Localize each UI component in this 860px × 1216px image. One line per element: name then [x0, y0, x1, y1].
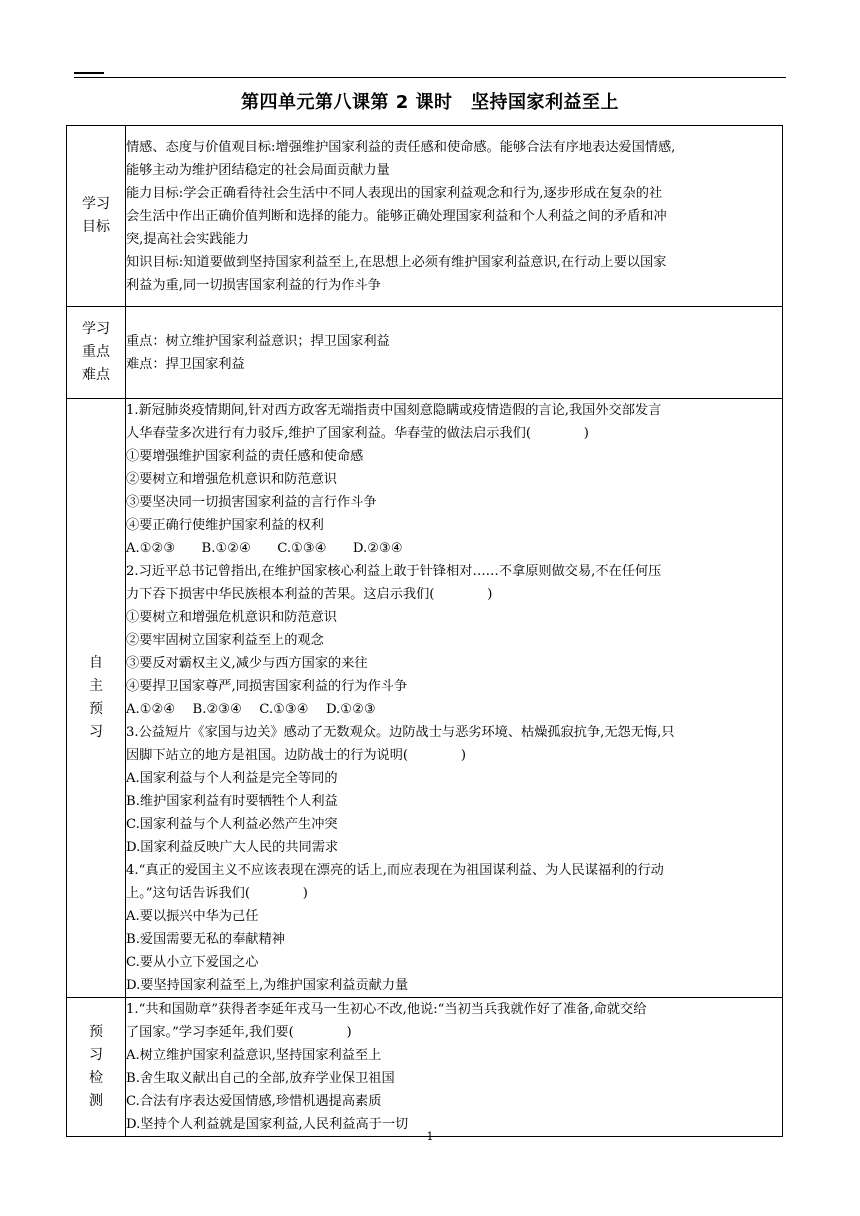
page-title: 第四单元第八课第 2 课时 坚持国家利益至上: [240, 92, 620, 113]
text-line: 1.新冠肺炎疫情期间,针对西方政客无端指责中国刻意隐瞒或疫情造假的言论,我国外交部发言: [126, 403, 662, 418]
label-line: 重点: [82, 344, 110, 360]
text-line: 4.“真正的爱国主义不应该表现在漂亮的话上,而应表现在为祖国谋利益、为人民谋福利的行动: [126, 863, 664, 878]
text-line: 人华春莹多次进行有力驳斥,维护了国家利益。华春莹的做法启示我们( ): [126, 426, 589, 441]
text-line: A.①②④ B.②③④ C.①③④ D.①②③: [126, 702, 376, 717]
text-line: ③要反对霸权主义,减少与西方国家的来往: [126, 656, 368, 671]
preview-test-content: [126, 998, 783, 1137]
text-line: 1.“共和国勋章”获得者李延年戎马一生初心不改,他说:“当初当兵我就作好了准备,命就交给: [126, 1002, 647, 1017]
text-line: B.舍生取义献出自己的全部,放弃学业保卫祖国: [126, 1071, 395, 1086]
page-number: 1: [426, 1130, 434, 1143]
text-line: C.国家利益与个人利益必然产生冲突: [126, 817, 338, 832]
label-line: 习: [89, 724, 103, 740]
text-line: B.维护国家利益有时要牺牲个人利益: [126, 794, 338, 809]
text-line: ①要树立和增强危机意识和防范意识: [126, 610, 337, 625]
text-line: 能够主动为维护团结稳定的社会局面贡献力量: [126, 162, 390, 178]
label-line: 难点: [82, 367, 110, 383]
text-line: D.国家利益反映广大人民的共同需求: [126, 840, 339, 855]
text-line: 重点：树立维护国家利益意识；捍卫国家利益: [126, 333, 390, 349]
label-line: 测: [89, 1093, 103, 1109]
text-line: 突,提高社会实践能力: [126, 231, 249, 247]
label-line: 自: [89, 655, 103, 671]
row-self-study: [67, 399, 783, 998]
text-line: B.爱国需要无私的奉献精神: [126, 932, 285, 947]
row-label-self-study: [67, 399, 126, 998]
text-line: A.①②③ B.①②④ C.①③④ D.②③④: [126, 541, 403, 556]
text-line: ②要树立和增强危机意识和防范意识: [126, 472, 337, 487]
text-line: A.要以振兴中华为己任: [126, 909, 259, 924]
text-line: ④要捍卫国家尊严,同损害国家利益的行为作斗争: [126, 679, 408, 694]
header-rule-short: [74, 72, 104, 74]
text-line: 利益为重,同一切损害国家利益的行为作斗争: [126, 277, 381, 293]
text-line: ③要坚决同一切损害国家利益的言行作斗争: [126, 495, 377, 510]
text-line: 能力目标:学会正确看待社会生活中不同人表现出的国家利益观念和行为,逐步形成在复杂的社: [126, 185, 663, 201]
text-line: 知识目标:知道要做到坚持国家利益至上,在思想上必须有维护国家利益意识,在行动上要以国家: [126, 254, 667, 270]
text-line: D.坚持个人利益就是国家利益,人民利益高于一切: [126, 1117, 409, 1132]
text-line: A.树立维护国家利益意识,坚持国家利益至上: [126, 1048, 382, 1063]
row-key-points: [67, 307, 783, 399]
label-line: 习: [89, 1047, 103, 1063]
text-line: 情感、态度与价值观目标:增强维护国家利益的责任感和使命感。能够合法有序地表达爱国情感,: [126, 139, 676, 155]
label-line: 目标: [82, 219, 110, 235]
text-line: D.要坚持国家利益至上,为维护国家利益贡献力量: [126, 978, 409, 993]
row-label-key-points: [67, 307, 126, 399]
text-line: 3.公益短片《家国与边关》感动了无数观众。边防战士与恶劣环境、枯燥孤寂抗争,无怨无悔,只: [126, 725, 675, 740]
text-line: 力下吞下损害中华民族根本利益的苦果。这启示我们( ): [126, 587, 493, 602]
row-label-preview-test: [67, 998, 126, 1137]
text-line: 2.习近平总书记曾指出,在维护国家核心利益上敢于针锋相对……不拿原则做交易,不在任何压: [126, 564, 662, 579]
label-line: 学习: [82, 196, 110, 212]
text-line: C.合法有序表达爱国情感,珍惜机遇提高素质: [126, 1094, 382, 1109]
header-rule: [74, 77, 786, 78]
label-line: 预: [89, 701, 103, 717]
text-line: 会生活中作出正确价值判断和选择的能力。能够正确处理国家利益和个人利益之间的矛盾和冲: [126, 208, 667, 224]
text-line: ①要增强维护国家利益的责任感和使命感: [126, 449, 364, 464]
label-line: 学习: [82, 321, 110, 337]
learning-goals-content: [126, 126, 783, 307]
text-line: 难点：捍卫国家利益: [126, 356, 245, 372]
row-learning-goals: [67, 126, 783, 307]
row-preview-test: [67, 998, 783, 1137]
text-line: ④要正确行使维护国家利益的权利: [126, 518, 324, 533]
text-line: ②要牢固树立国家利益至上的观念: [126, 633, 324, 648]
self-study-content: [126, 399, 783, 998]
text-line: C.要从小立下爱国之心: [126, 955, 259, 970]
row-label-learning-goals: [67, 126, 126, 307]
text-line: 了国家。”学习李延年,我们要( ): [126, 1025, 352, 1040]
text-line: A.国家利益与个人利益是完全等同的: [126, 771, 338, 786]
text-line: 因脚下站立的地方是祖国。边防战士的行为说明( ): [126, 748, 466, 763]
text-line: 上。”这句话告诉我们( ): [126, 886, 308, 901]
key-points-content: [126, 307, 783, 399]
label-line: 预: [89, 1024, 103, 1040]
label-line: 检: [89, 1070, 103, 1086]
lesson-plan-table: [66, 125, 783, 1137]
label-line: 主: [89, 678, 103, 694]
